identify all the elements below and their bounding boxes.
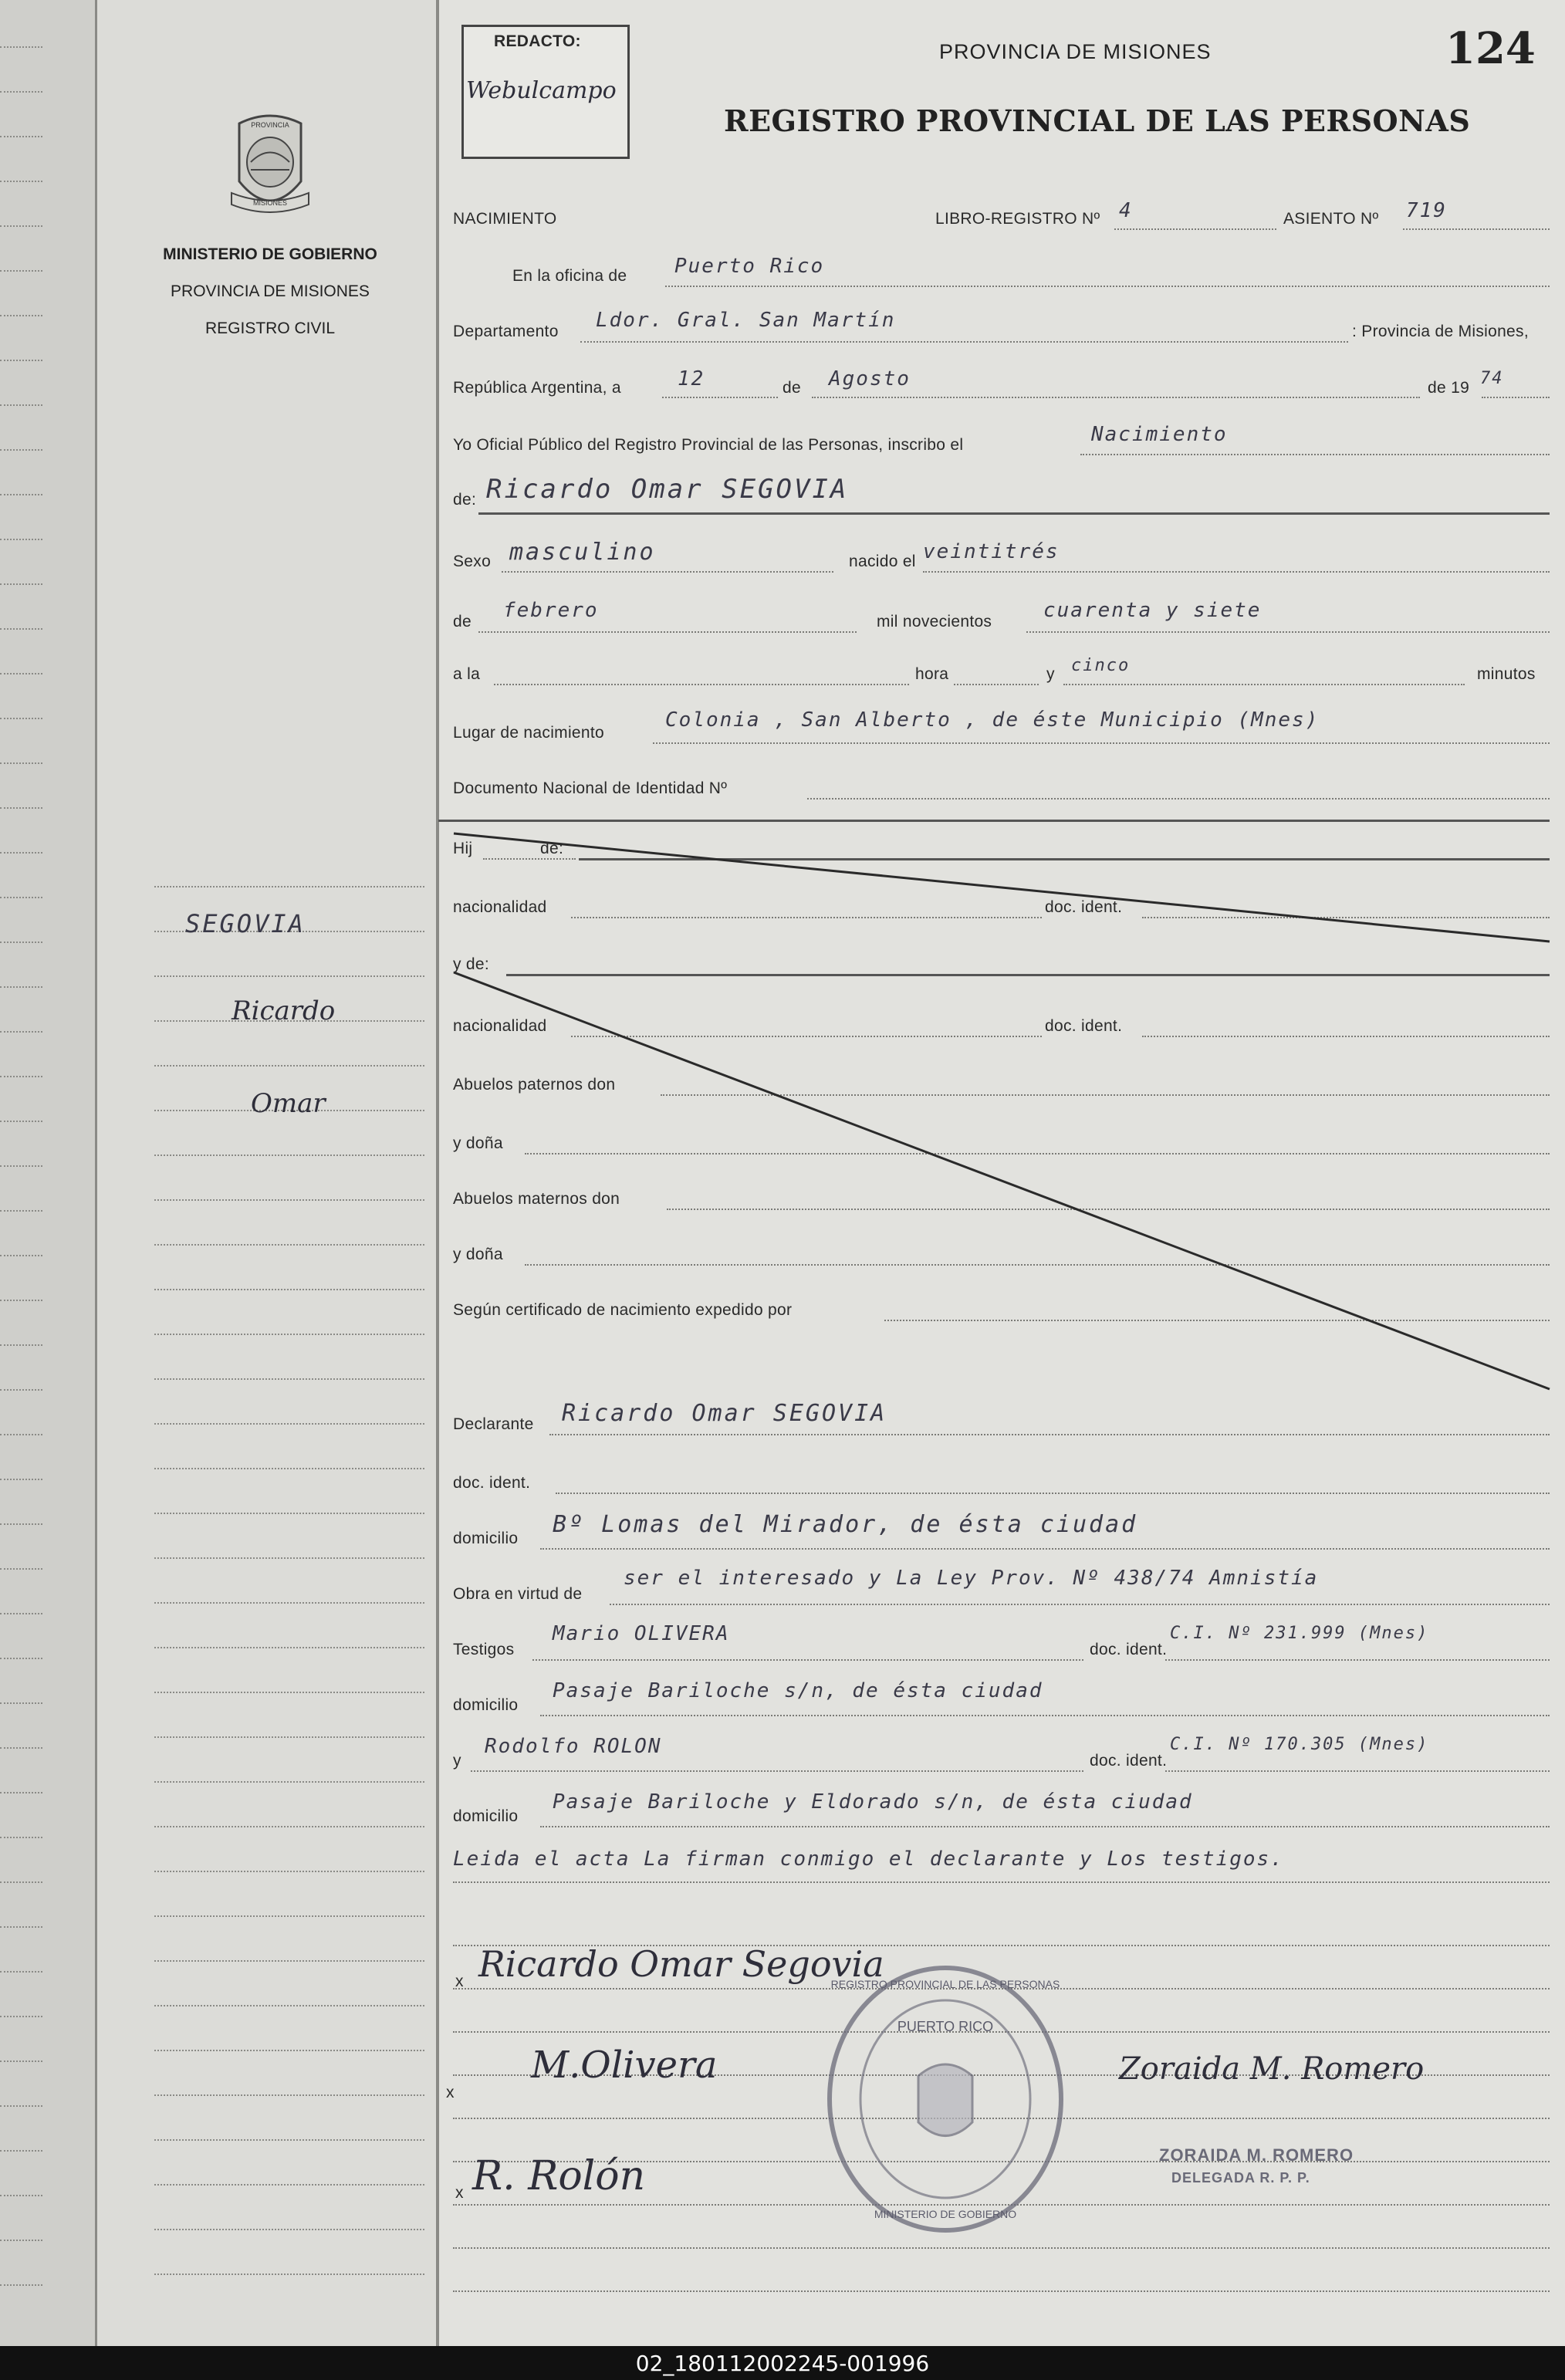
side-name1: Ricardo: [232, 996, 336, 1026]
side-panel-line: [154, 1513, 424, 1514]
y2-label: y: [453, 1752, 461, 1770]
redacto-signature: Webulcampo: [466, 77, 617, 104]
testigo1-value: Mario OLIVERA: [553, 1622, 730, 1645]
departamento-label: Departamento: [453, 323, 559, 340]
domicilio1-value: Bº Lomas del Mirador, de ésta ciudad: [553, 1511, 1138, 1538]
year-label: de 19: [1428, 379, 1470, 397]
seal-inner-text: PUERTO RICO: [897, 2019, 994, 2034]
oficial-label: Yo Oficial Público del Registro Provincial de las Personas, inscribo el: [453, 436, 964, 454]
obra-value: ser el interesado y La Ley Prov. Nº 438/74 Amnistía: [624, 1567, 1319, 1590]
oficina-label: En la oficina de: [512, 267, 627, 285]
departamento-value: Ldor. Gral. San Martín: [596, 309, 896, 332]
side-panel-line: [154, 2229, 424, 2230]
left-strip-line: [0, 1792, 42, 1793]
side-panel-line: [154, 1155, 424, 1156]
registry-seal-icon: [818, 1960, 1073, 2238]
oficina-value: Puerto Rico: [674, 255, 825, 278]
left-strip-line: [0, 2150, 42, 2152]
libro-label: LIBRO-REGISTRO Nº: [935, 210, 1100, 228]
doc-ident4-label: doc. ident.: [1090, 1641, 1168, 1658]
year-value: 74: [1480, 369, 1504, 388]
left-strip-line: [0, 1837, 42, 1838]
hij-label: Hij: [453, 840, 473, 857]
birth-year-value: cuarenta y siete: [1043, 599, 1262, 622]
crossout-lines: [438, 818, 1565, 1405]
redacto-label: REDACTO:: [494, 32, 581, 50]
provincia-label: : Provincia de Misiones,: [1352, 323, 1529, 340]
left-strip-line: [0, 897, 42, 898]
side-panel-line: [154, 1289, 424, 1290]
side-panel-line: [154, 1602, 424, 1604]
left-strip-line: [0, 315, 42, 316]
sexo-value: masculino: [509, 539, 656, 566]
doc-ident3-label: doc. ident.: [453, 1474, 531, 1492]
side-panel-line: [154, 2274, 424, 2275]
domicilio3-value: Pasaje Bariloche y Eldorado s/n, de ésta ciudad: [553, 1790, 1193, 1814]
left-strip-line: [0, 807, 42, 809]
left-strip-line: [0, 404, 42, 406]
mil-label: mil novecientos: [877, 613, 992, 630]
left-strip-line: [0, 2240, 42, 2241]
left-strip-line: [0, 539, 42, 540]
left-strip-line: [0, 1300, 42, 1301]
sign-x3: x: [455, 2184, 464, 2202]
testigo2-value: Rodolfo ROLON: [485, 1735, 662, 1758]
signature-line: [453, 2290, 1550, 2292]
oficial-value: Nacimiento: [1091, 423, 1228, 446]
official-stamp-name: ZORAIDA M. ROMERO: [1159, 2145, 1354, 2165]
side-panel-line: [154, 2094, 424, 2096]
page-number: 124: [1445, 23, 1536, 74]
domicilio1-label: domicilio: [453, 1530, 519, 1547]
left-strip-line: [0, 718, 42, 719]
side-panel: [96, 0, 436, 2346]
left-strip-line: [0, 986, 42, 988]
left-strip-line: [0, 449, 42, 451]
image-id-label: 02_180112002245-001996: [635, 2351, 930, 2376]
left-divider: [95, 0, 97, 2346]
de-month-label: de: [453, 613, 472, 630]
left-strip-line: [0, 360, 42, 361]
declarant-signature: Ricardo Omar Segovia: [478, 1943, 884, 1985]
side-panel-line: [154, 1871, 424, 1872]
minutes-value: cinco: [1071, 656, 1131, 675]
left-strip-line: [0, 1255, 42, 1256]
side-panel-line: [154, 2050, 424, 2051]
left-strip-line: [0, 2105, 42, 2107]
seal-bottom-text: MINISTERIO DE GOBIERNO: [874, 2208, 1017, 2220]
birth-month-value: febrero: [503, 599, 599, 622]
dni-label: Documento Nacional de Identidad Nº: [453, 779, 728, 797]
y-label: y: [1046, 665, 1055, 683]
signature-line: [453, 2247, 1550, 2249]
left-strip-line: [0, 2061, 42, 2062]
side-panel-line: [154, 1244, 424, 1246]
left-strip-line: [0, 1210, 42, 1212]
left-strip-line: [0, 1747, 42, 1749]
asiento-value: 719: [1406, 199, 1447, 222]
libro-value: 4: [1119, 199, 1133, 222]
obra-label: Obra en virtud de: [453, 1585, 583, 1603]
left-strip-line: [0, 1344, 42, 1346]
side-panel-line: [154, 1468, 424, 1469]
side-panel-line: [154, 1065, 424, 1067]
left-strip-line: [0, 942, 42, 943]
left-strip-line: [0, 1881, 42, 1883]
hora-label: hora: [915, 665, 949, 683]
left-strip-line: [0, 583, 42, 585]
doc-ident-label: doc. ident.: [1045, 898, 1123, 916]
side-panel-line: [154, 1826, 424, 1827]
abuelos-maternos-label: Abuelos maternos don: [453, 1190, 620, 1208]
left-strip-line: [0, 1121, 42, 1122]
side-panel-line: [154, 975, 424, 977]
ministry-label: MINISTERIO DE GOBIERNO: [163, 245, 377, 263]
side-panel-line: [154, 1647, 424, 1648]
y-de-label: y de:: [453, 955, 490, 973]
left-strip-line: [0, 1389, 42, 1391]
y-dona1-label: y doña: [453, 1134, 503, 1152]
header-province: PROVINCIA DE MISIONES: [939, 40, 1212, 63]
act-type-label: NACIMIENTO: [453, 210, 557, 228]
name-value: Ricardo Omar SEGOVIA: [486, 474, 849, 505]
official-stamp-role: DELEGADA R. P. P.: [1171, 2170, 1310, 2186]
sign-x1: x: [455, 1973, 464, 1990]
left-strip-line: [0, 494, 42, 495]
left-strip-line: [0, 1971, 42, 1973]
testigo1-doc: C.I. Nº 231.999 (Mnes): [1170, 1624, 1429, 1643]
witness2-signature: R. Rolón: [472, 2153, 646, 2199]
side-panel-line: [154, 1199, 424, 1201]
nacido-label: nacido el: [849, 553, 916, 570]
y-dona2-label: y doña: [453, 1246, 503, 1263]
day-value: 12: [678, 367, 705, 390]
left-strip-line: [0, 270, 42, 272]
side-panel-line: [154, 1781, 424, 1783]
crest-text-bottom: MISIONES: [252, 199, 288, 207]
left-strip-line: [0, 1568, 42, 1570]
left-strip-line: [0, 225, 42, 227]
declarante-value: Ricardo Omar SEGOVIA: [562, 1400, 887, 1427]
side-province-label: PROVINCIA DE MISIONES: [171, 282, 370, 300]
left-strip-line: [0, 1702, 42, 1704]
left-strip-line: [0, 2016, 42, 2017]
republica-label: República Argentina, a: [453, 379, 621, 397]
left-strip-line: [0, 628, 42, 630]
side-panel-line: [154, 2005, 424, 2006]
sign-x2: x: [446, 2084, 455, 2101]
registry-title: REGISTRO PROVINCIAL DE LAS PERSONAS: [724, 103, 1471, 138]
left-strip-line: [0, 1076, 42, 1077]
nacido-value: veintitrés: [923, 540, 1060, 563]
side-name2: Omar: [251, 1088, 326, 1119]
testigo2-doc: C.I. Nº 170.305 (Mnes): [1170, 1735, 1429, 1754]
registro-civil-label: REGISTRO CIVIL: [204, 319, 336, 337]
side-panel-line: [154, 1423, 424, 1425]
de-label: de: [782, 379, 801, 397]
domicilio2-value: Pasaje Bariloche s/n, de ésta ciudad: [553, 1679, 1043, 1702]
left-strip-line: [0, 2195, 42, 2196]
leida-text: Leida el acta La firman conmigo el declarante y Los testigos.: [453, 1848, 1284, 1871]
side-panel-line: [154, 1960, 424, 1962]
lugar-label: Lugar de nacimiento: [453, 724, 604, 742]
side-panel-line: [154, 1915, 424, 1917]
nacionalidad-label: nacionalidad: [453, 898, 547, 916]
side-panel-line: [154, 2184, 424, 2186]
a-la-label: a la: [453, 665, 481, 683]
left-page-strip: [0, 0, 96, 2346]
abuelos-paternos-label: Abuelos paternos don: [453, 1076, 616, 1094]
left-strip-line: [0, 91, 42, 93]
crest-icon: [224, 108, 316, 224]
hij-de-label: de:: [540, 840, 564, 857]
left-strip-line: [0, 46, 42, 48]
de-name-label: de:: [453, 491, 477, 509]
side-panel-line: [154, 886, 424, 887]
side-panel-line: [154, 1334, 424, 1335]
doc-ident5-label: doc. ident.: [1090, 1752, 1168, 1770]
minutos-label: minutos: [1477, 665, 1536, 683]
side-panel-line: [154, 1692, 424, 1693]
witness1-signature: M.Olivera: [531, 2044, 718, 2087]
domicilio2-label: domicilio: [453, 1696, 519, 1714]
official-signature: Zoraida M. Romero: [1119, 2051, 1425, 2087]
side-panel-line: [154, 2139, 424, 2141]
left-strip-line: [0, 136, 42, 137]
left-strip-line: [0, 2284, 42, 2286]
left-strip-line: [0, 1479, 42, 1480]
domicilio3-label: domicilio: [453, 1807, 519, 1825]
sexo-label: Sexo: [453, 553, 492, 570]
side-surname: SEGOVIA: [185, 909, 306, 938]
testigos-label: Testigos: [453, 1641, 515, 1658]
left-strip-line: [0, 1434, 42, 1435]
segun-label: Según certificado de nacimiento expedido por: [453, 1301, 793, 1319]
declarante-label: Declarante: [453, 1415, 534, 1433]
left-strip-line: [0, 1523, 42, 1525]
left-strip-line: [0, 1658, 42, 1659]
month-value: Agosto: [829, 367, 911, 390]
left-strip-line: [0, 1165, 42, 1167]
doc-ident2-label: doc. ident.: [1045, 1017, 1123, 1035]
side-panel-line: [154, 1736, 424, 1738]
seal-ring-text: REGISTRO PROVINCIAL DE LAS PERSONAS: [830, 1978, 1060, 1990]
lugar-value: Colonia , San Alberto , de éste Municipio (Mnes): [665, 708, 1320, 732]
left-strip-line: [0, 762, 42, 764]
crest-text-top: PROVINCIA: [251, 121, 289, 129]
left-strip-line: [0, 1926, 42, 1928]
left-strip-line: [0, 1031, 42, 1033]
nacionalidad2-label: nacionalidad: [453, 1017, 547, 1035]
left-strip-line: [0, 181, 42, 182]
side-panel-line: [154, 1378, 424, 1380]
asiento-label: ASIENTO Nº: [1283, 210, 1379, 228]
left-strip-line: [0, 673, 42, 674]
side-panel-line: [154, 1557, 424, 1559]
left-strip-line: [0, 852, 42, 854]
left-strip-line: [0, 1613, 42, 1614]
